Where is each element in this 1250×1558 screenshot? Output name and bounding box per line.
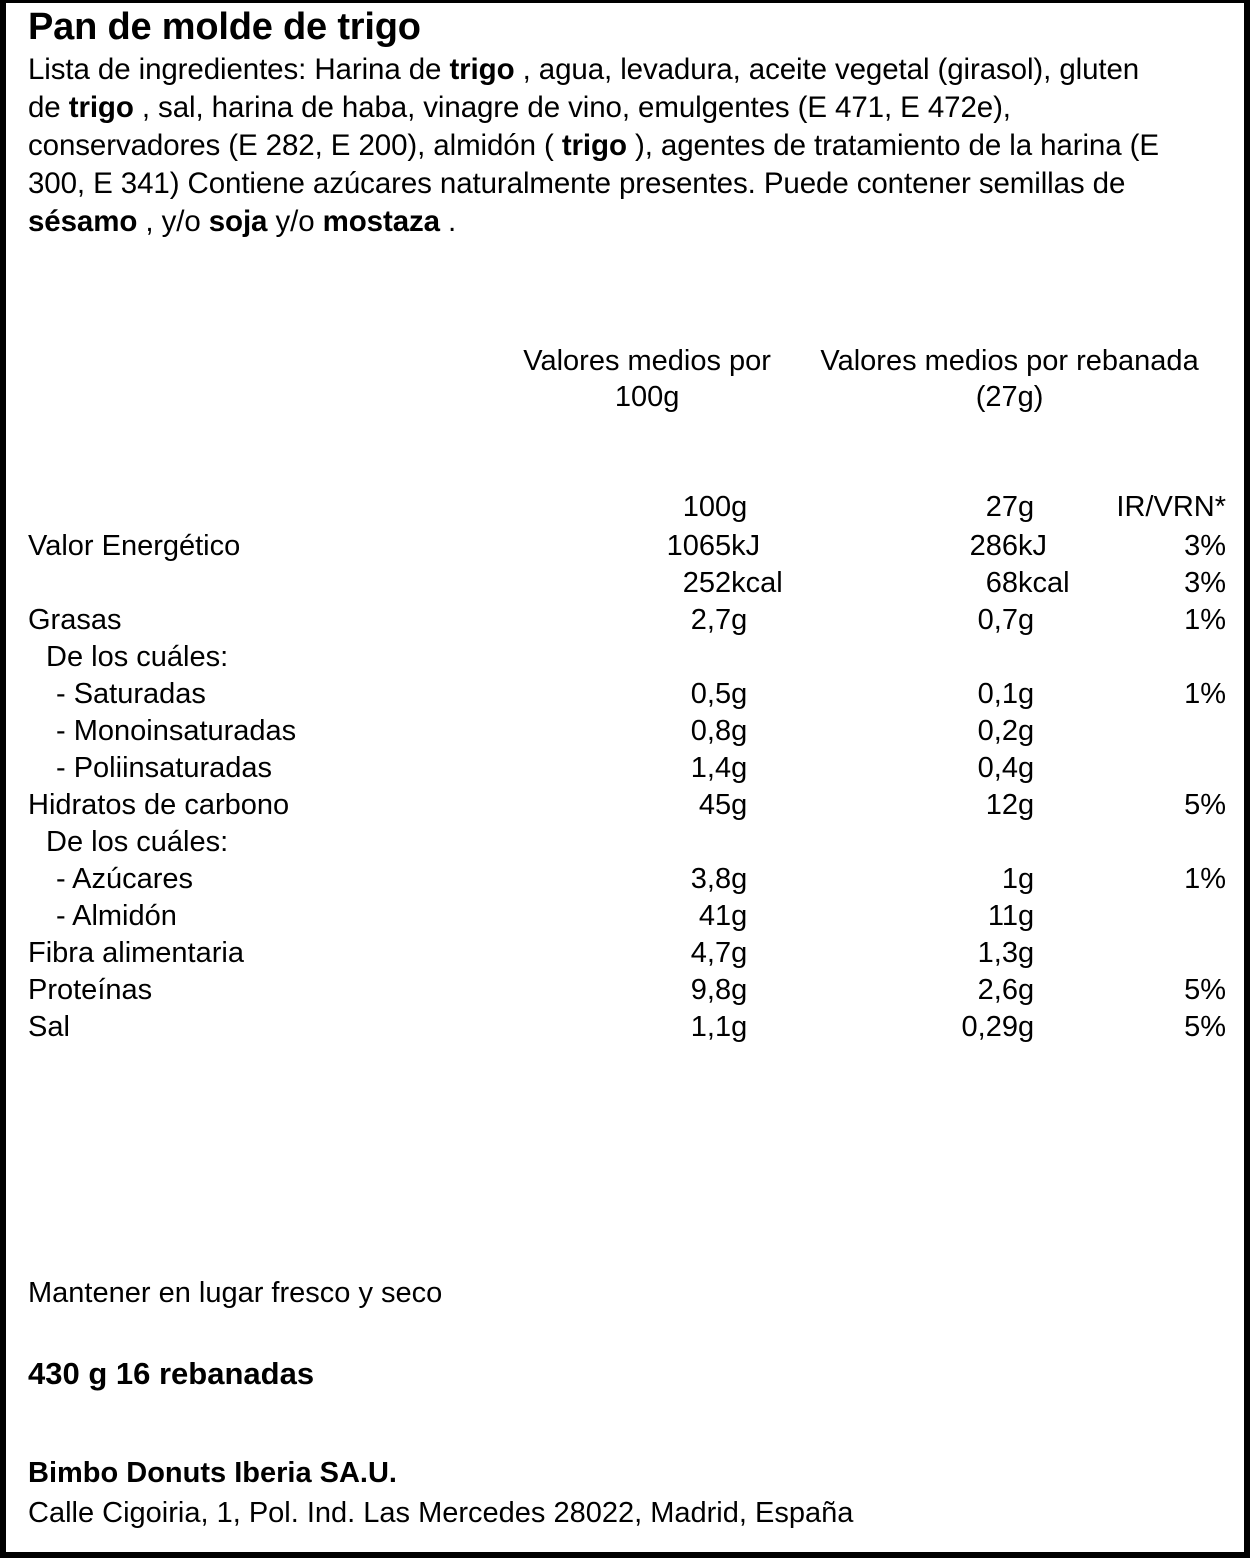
value-per-serving-unit: g [1018, 604, 1035, 636]
ingredients-text-2: , sal, harina de haba, vinagre de vino, emulgentes (E 471, E 472e), conservadores (E 282, E 200), almidón ( [28, 91, 1011, 162]
value-irvrn-percent [1080, 898, 1226, 935]
value-per-100g-unit: g [731, 900, 748, 932]
value-per-serving [793, 565, 1080, 602]
value-per-serving [793, 824, 1080, 861]
nutrition-row [28, 824, 1226, 861]
value-per-serving-unit: g [1018, 900, 1035, 932]
value-per-serving [793, 898, 1080, 935]
nutrient-label: De los cuáles: [46, 641, 229, 673]
nutrition-table-header [28, 343, 1226, 528]
value-per-serving-number: 0,7 [977, 604, 1018, 636]
net-weight-and-slices: 430 g 16 rebanadas [28, 1356, 315, 1391]
value-per-100g-number: 9,8 [690, 974, 732, 1006]
value-per-serving [793, 935, 1080, 972]
allergen-trigo-1: trigo [449, 53, 515, 86]
value-irvrn-percent: 3% [1184, 530, 1226, 562]
value-per-100g-unit: g [731, 974, 748, 1006]
value-irvrn-percent: 1% [1184, 678, 1226, 710]
value-per-serving-number: 0,29 [961, 1011, 1018, 1043]
value-per-serving-unit: g [1018, 863, 1035, 895]
value-per-serving [793, 1009, 1080, 1046]
value-per-serving-unit: g [1018, 1011, 1035, 1043]
nutrition-row [28, 676, 1226, 713]
value-per-100g-number: 0,8 [690, 715, 732, 747]
value-irvrn-percent [1080, 639, 1226, 676]
value-per-100g-unit: kJ [731, 530, 761, 562]
value-per-100g [501, 565, 793, 602]
value-per-100g-unit: g [731, 1011, 748, 1043]
column-header-per-serving: Valores medios por rebanada (27g) [820, 345, 1199, 413]
nutrient-label: - Azúcares [56, 863, 193, 895]
nutrient-label: - Almidón [56, 900, 177, 932]
value-per-serving-unit: kcal [1018, 567, 1070, 599]
nutrient-label: - Poliinsaturadas [56, 752, 272, 784]
value-irvrn-percent: 5% [1184, 974, 1226, 1006]
value-per-serving [793, 528, 1080, 565]
value-per-100g-number: 252 [682, 567, 732, 599]
nutrient-label: Valor Energético [28, 530, 241, 562]
nutrient-label: Hidratos de carbono [28, 789, 290, 821]
units-row [28, 489, 1226, 528]
value-per-serving-number: 11 [987, 900, 1018, 932]
value-per-100g-unit: g [731, 937, 748, 969]
value-per-serving-unit: g [1018, 752, 1035, 784]
value-per-100g-number: 1065 [666, 530, 732, 562]
value-per-serving-unit: g [1018, 678, 1035, 710]
allergen-trigo-3: trigo [561, 129, 627, 162]
value-per-100g-unit: kcal [731, 567, 783, 599]
nutrition-row [28, 639, 1226, 676]
value-per-serving-number: 0,1 [977, 678, 1018, 710]
value-per-serving [793, 861, 1080, 898]
value-irvrn-percent [1080, 935, 1226, 972]
allergen-soja: soja [208, 205, 268, 238]
value-per-100g-number: 45 [698, 789, 732, 821]
units-per-100g-number: 100 [682, 491, 732, 523]
nutrition-row [28, 787, 1226, 824]
value-per-serving-unit: g [1018, 789, 1035, 821]
spacer-cell-label [28, 415, 501, 489]
value-per-100g-unit: g [731, 715, 748, 747]
value-irvrn-percent: 5% [1184, 789, 1226, 821]
value-per-100g [501, 898, 793, 935]
value-irvrn-percent: 5% [1184, 1011, 1226, 1043]
value-per-100g [501, 639, 793, 676]
nutrition-row [28, 935, 1226, 972]
nutrition-row [28, 565, 1226, 602]
units-blank-cell [28, 489, 501, 528]
value-per-serving-number: 1 [1001, 863, 1018, 895]
ingredients-prefix: Lista de ingredientes: Harina de [28, 53, 450, 86]
value-per-100g-number: 4,7 [690, 937, 732, 969]
nutrition-row [28, 898, 1226, 935]
nutrient-label: - Monoinsaturadas [56, 715, 297, 747]
nutrition-row [28, 528, 1226, 565]
label-content [6, 3, 1244, 1552]
value-per-100g [501, 528, 793, 565]
value-per-100g [501, 676, 793, 713]
nutrition-row [28, 602, 1226, 639]
value-per-100g-number: 41 [698, 900, 732, 932]
value-irvrn-percent: 1% [1184, 863, 1226, 895]
allergen-sesamo: sésamo [28, 205, 138, 238]
value-per-100g-unit: g [731, 789, 748, 821]
value-per-serving [793, 713, 1080, 750]
value-irvrn-percent [1080, 713, 1226, 750]
storage-instructions: Mantener en lugar fresco y seco [28, 1277, 443, 1309]
value-per-100g-unit: g [731, 752, 748, 784]
value-per-serving-unit: g [1018, 715, 1035, 747]
value-per-serving [793, 972, 1080, 1009]
value-per-100g-unit: g [731, 863, 748, 895]
nutrient-label: Sal [28, 1011, 70, 1043]
value-per-100g [501, 750, 793, 787]
value-per-serving-number: 0,4 [977, 752, 1018, 784]
nutrition-facts-table [28, 343, 1226, 1046]
value-per-serving-unit: kJ [1018, 530, 1047, 562]
nutrient-label: Fibra alimentaria [28, 937, 244, 969]
nutrition-row [28, 1009, 1226, 1046]
value-per-100g [501, 861, 793, 898]
ingredients-text-1: , agua, levadura, aceite vegetal (girasol), gluten de [28, 53, 1140, 124]
units-per-100g [501, 489, 793, 528]
value-per-serving-number: 1,3 [977, 937, 1018, 969]
value-irvrn-percent: 1% [1184, 604, 1226, 636]
ingredients-text-3: ), agentes de tratamiento de la harina (E 300, E 341) Contiene azúcares naturalmente presentes. Puede contener semillas de [28, 129, 1159, 200]
nutrition-row [28, 750, 1226, 787]
nutrient-label: Proteínas [28, 974, 153, 1006]
table-header-row [28, 343, 1226, 415]
allergen-trigo-2: trigo [68, 91, 134, 124]
nutrient-label: De los cuáles: [46, 826, 229, 858]
value-per-serving [793, 787, 1080, 824]
value-per-serving [793, 750, 1080, 787]
manufacturer-address: Calle Cigoiria, 1, Pol. Ind. Las Mercedes 28022, Madrid, España [28, 1497, 854, 1529]
value-per-100g [501, 1009, 793, 1046]
value-per-100g [501, 713, 793, 750]
value-irvrn-percent [1080, 750, 1226, 787]
value-per-100g-unit: g [731, 678, 748, 710]
units-per-serving-unit: g [1018, 491, 1035, 523]
ingredients-text-4: , y/o [137, 205, 209, 238]
spacer-cell-per100 [501, 415, 793, 489]
header-blank-cell [28, 343, 501, 415]
spacer-cell-pct [1080, 415, 1226, 489]
value-per-serving [793, 639, 1080, 676]
value-irvrn-percent: 3% [1184, 567, 1226, 599]
value-per-100g [501, 602, 793, 639]
nutrition-row [28, 713, 1226, 750]
nutrient-label [28, 565, 501, 602]
value-per-serving-number: 68 [985, 567, 1018, 599]
manufacturer-name: Bimbo Donuts Iberia SA.U. [28, 1457, 397, 1489]
nutrition-table-body [28, 528, 1226, 1046]
units-per-100g-unit: g [731, 491, 748, 523]
value-per-serving-number: 2,6 [977, 974, 1018, 1006]
ingredients-list [28, 51, 1173, 241]
value-per-serving-number: 286 [969, 530, 1018, 562]
value-per-serving-unit: g [1018, 974, 1035, 1006]
column-header-per-100g: Valores medios por 100g [523, 345, 771, 413]
value-per-100g-unit: g [731, 604, 748, 636]
value-per-100g-number: 0,5 [690, 678, 732, 710]
ingredients-text-5: y/o [267, 205, 323, 238]
units-per-serving [793, 489, 1080, 528]
allergen-mostaza: mostaza [322, 205, 440, 238]
value-per-100g [501, 935, 793, 972]
value-per-serving-number: 12 [985, 789, 1018, 821]
value-per-100g-number: 1,4 [690, 752, 732, 784]
nutrient-label: Grasas [28, 604, 122, 636]
value-per-100g-number: 3,8 [690, 863, 732, 895]
nutrition-row [28, 861, 1226, 898]
page-title: Pan de molde de trigo [28, 6, 421, 48]
spacer-cell-serving [793, 415, 1080, 489]
value-per-serving-number: 0,2 [977, 715, 1018, 747]
value-per-serving [793, 676, 1080, 713]
value-per-100g-number: 1,1 [690, 1011, 732, 1043]
value-irvrn-percent [1080, 824, 1226, 861]
value-per-100g-number: 2,7 [690, 604, 732, 636]
column-header-irvrn: IR/VRN* [1116, 491, 1226, 523]
nutrient-label: - Saturadas [56, 678, 206, 710]
value-per-100g [501, 787, 793, 824]
value-per-100g [501, 824, 793, 861]
value-per-serving [793, 602, 1080, 639]
units-per-serving-number: 27 [985, 491, 1018, 523]
value-per-100g [501, 972, 793, 1009]
ingredients-text-6: . [439, 205, 457, 238]
nutrition-row [28, 972, 1226, 1009]
value-per-serving-unit: g [1018, 937, 1035, 969]
header-spacer-row [28, 415, 1226, 489]
